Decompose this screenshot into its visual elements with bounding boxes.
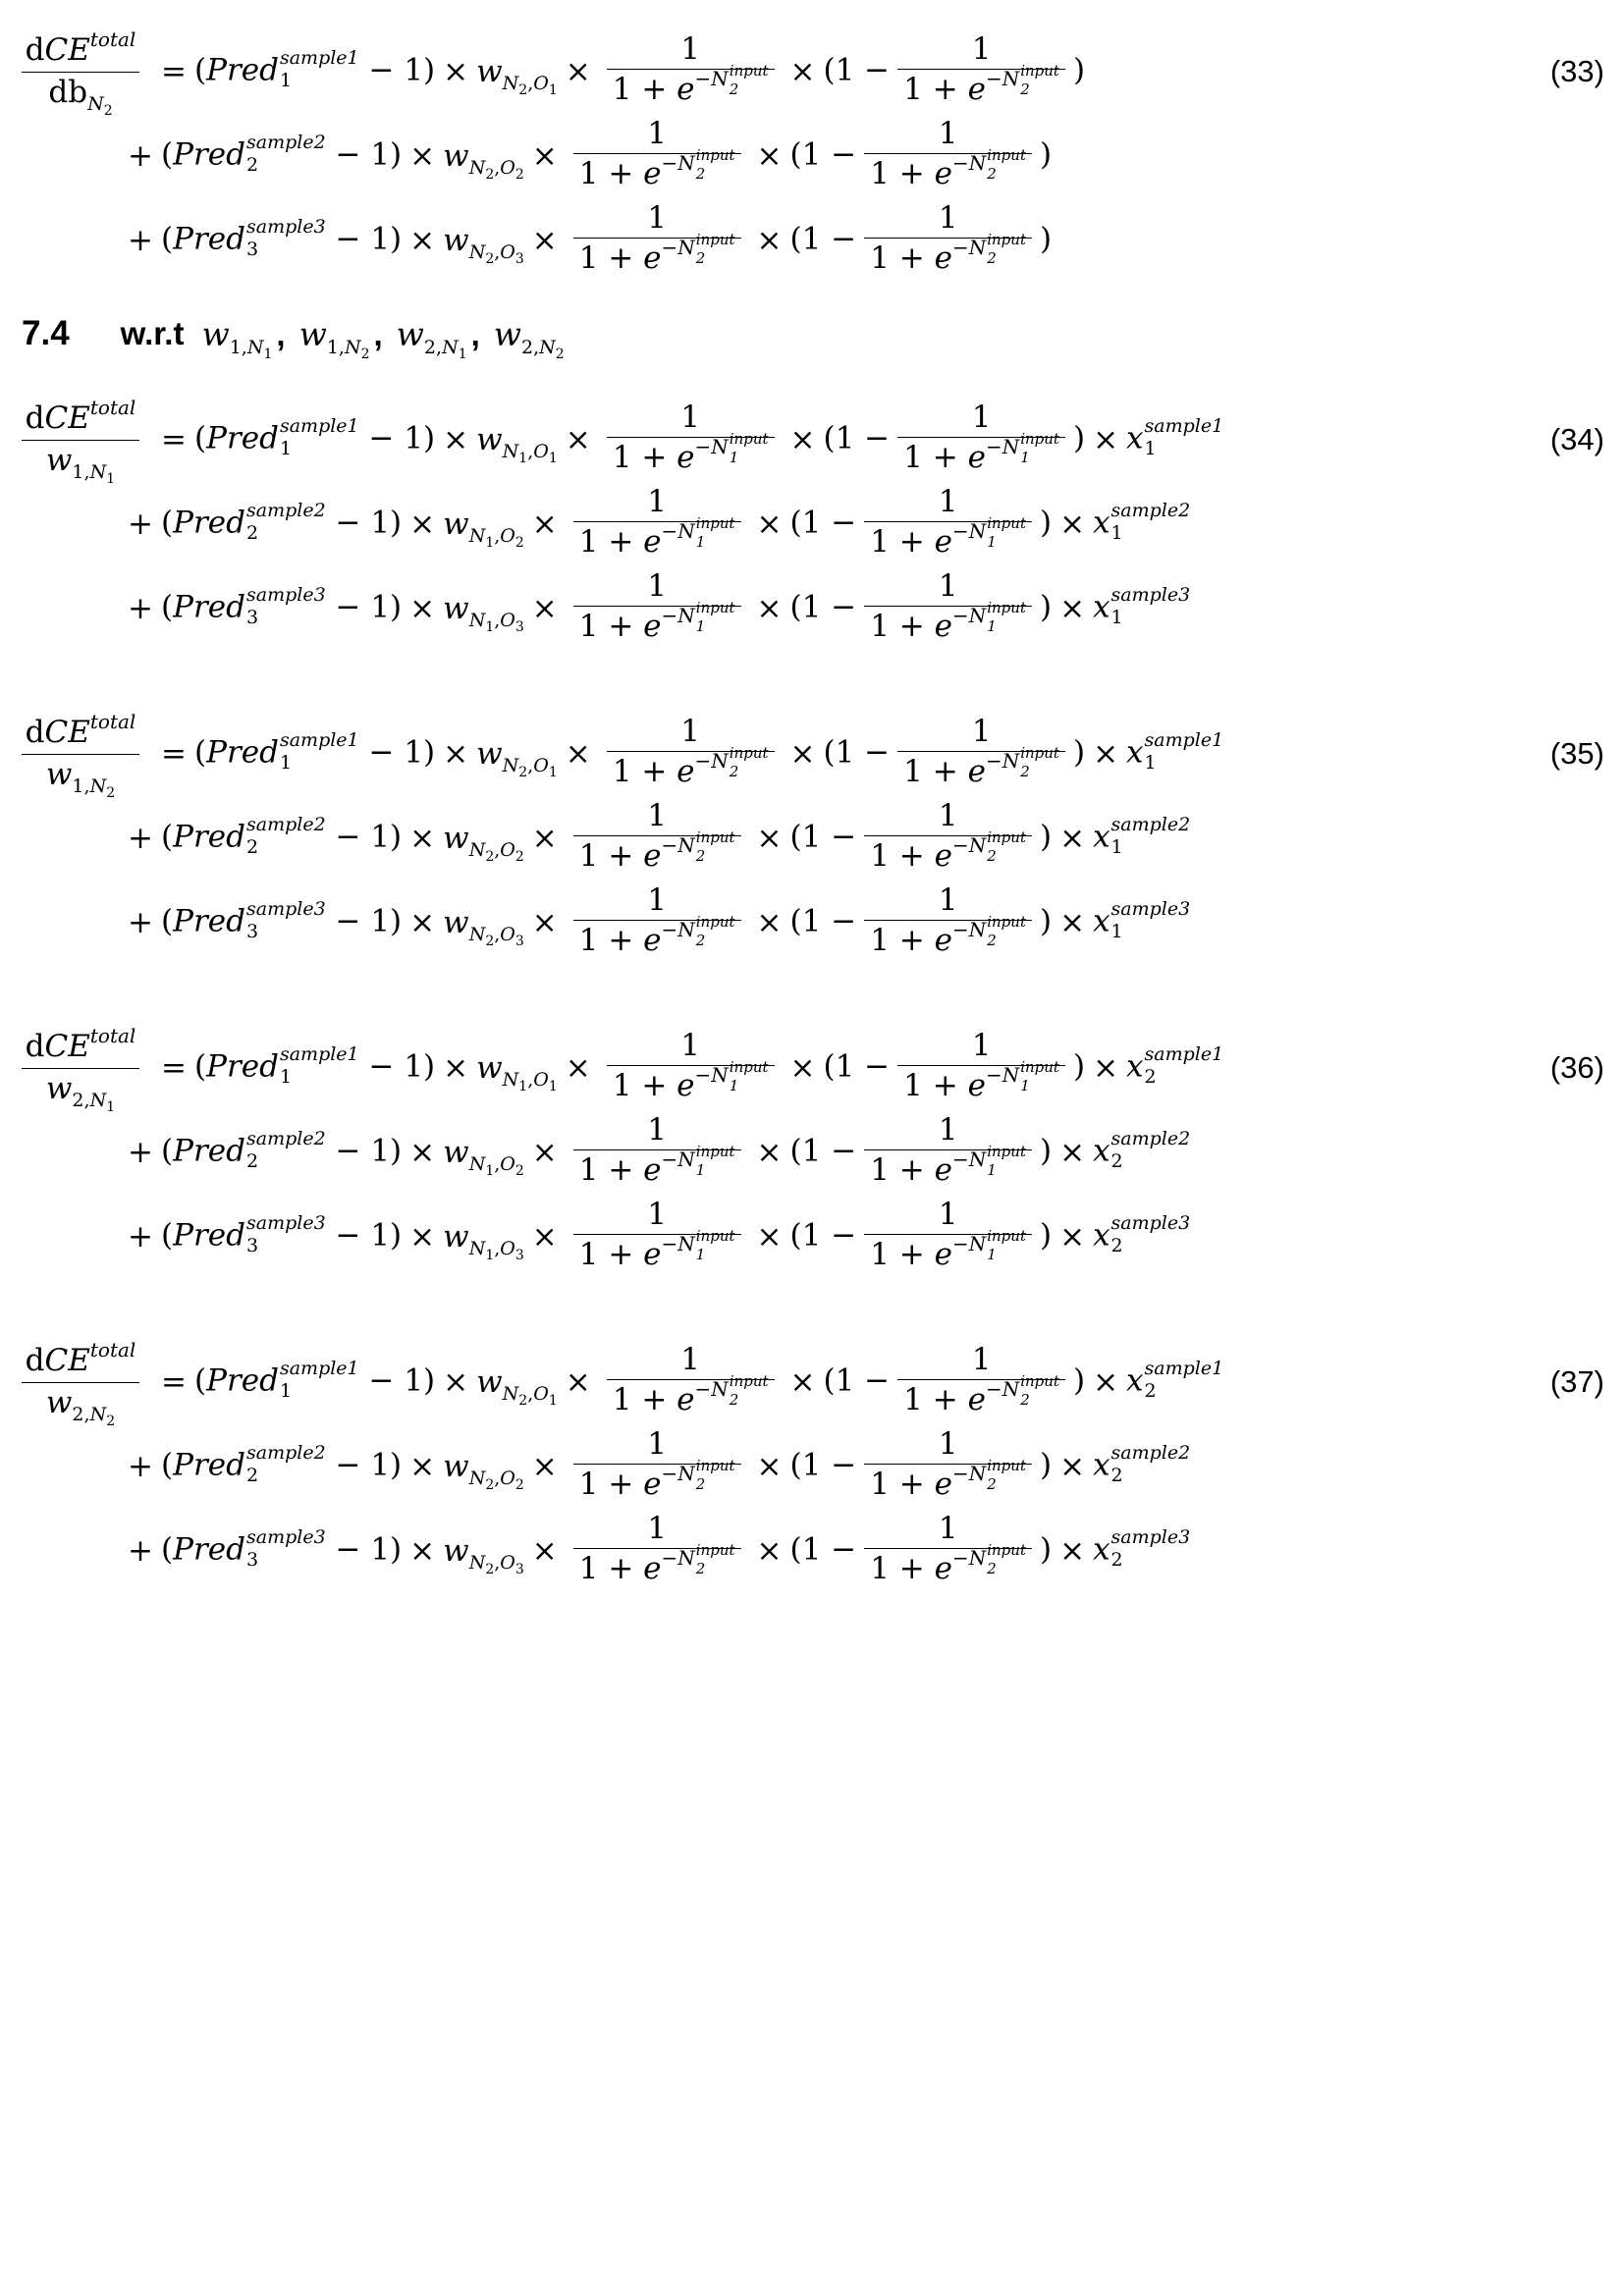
equation-line: $\frac{dCE^{total}}{db_{N_2}}$ = (Pred sample1 1 − 1) × $w_{N_2,O_1}$ × 1 $1 + e^{-N input 2}$ × (1 − 1 $1 + e^{-N input 2}$ ) <box>22 29 1085 114</box>
sigmoid-fraction: 1 $1 + e^{-N input 2}$ <box>573 201 741 280</box>
equation-line: + (Pred sample3 3 − 1) × $w_{N_1,O_3}$ × 1 $1 + e^{-N input 1}$ × (1 − 1 $1 + e^{-N input 1}$ ) × x sample3 2 <box>22 1195 1190 1279</box>
equation-line: + (Pred sample2 2 − 1) × $w_{N_1,O_2}$ × 1 $1 + e^{-N input 1}$ × (1 − 1 $1 + e^{-N input 1}$ ) × x sample2 2 <box>22 1110 1190 1195</box>
lhs-denominator: $w_{2,N_2}$ <box>45 1384 116 1429</box>
pred-term: (Pred sample1 1 − 1) <box>193 415 436 459</box>
pred-term: (Pred sample3 3 − 1) <box>161 1526 403 1571</box>
equation-line: + (Pred sample3 3 − 1) × $w_{N_2,O_3}$ × 1 $1 + e^{-N input 2}$ × (1 − 1 $1 + e^{-N input 2}$ ) × x sample3 2 <box>22 1509 1190 1593</box>
equals-sign: = <box>161 736 187 772</box>
equation-line: + (Pred sample3 3 − 1) × $w_{N_2,O_3}$ × 1 $1 + e^{-N input 2}$ × (1 − 1 $1 + e^{-N input 2}$ ) <box>22 198 1052 283</box>
pred-term: (Pred sample1 1 − 1) <box>193 1358 436 1402</box>
equation-line: $\frac{dCE^{total}}{w_{1,N_2}}$ = (Pred sample1 1 − 1) × $w_{N_2,O_1}$ × 1 $1 + e^{-N input 2}$ × (1 − 1 $1 + e^{-N input 2}$ ) × x sample1 1 <box>22 712 1223 796</box>
lhs-numerator: dCE$^{total}$ <box>25 27 136 68</box>
one-minus-sigmoid: (1 − 1 $1 + e^{-N input 2}$ ) <box>789 200 1053 277</box>
equation-line: + (Pred sample3 3 − 1) × $w_{N_1,O_3}$ × 1 $1 + e^{-N input 1}$ × (1 − 1 $1 + e^{-N input 1}$ ) × x sample3 1 <box>22 566 1190 651</box>
weight-term: $w_{N_1,O_2}$ <box>443 1135 524 1179</box>
weight-term: $w_{N_1,O_3}$ <box>443 1219 524 1263</box>
sigmoid-fraction: 1 $1 + e^{-N input 2}$ <box>607 32 775 111</box>
sigmoid-fraction: 1 $1 + e^{-N input 1}$ <box>573 485 741 563</box>
one-minus-sigmoid: (1 − 1 $1 + e^{-N input 2}$ ) <box>823 31 1086 108</box>
one-minus-sigmoid: (1 − 1 $1 + e^{-N input 2}$ ) <box>789 1511 1053 1587</box>
input-term: x sample1 1 <box>1126 415 1224 459</box>
one-minus-sigmoid: (1 − 1 $1 + e^{-N input 1}$ ) <box>789 568 1053 645</box>
equation-block <box>22 709 1604 967</box>
input-term: x sample2 2 <box>1093 1442 1191 1486</box>
pred-term: (Pred sample1 1 − 1) <box>193 1043 436 1088</box>
plus-sign: + <box>128 1533 153 1569</box>
sigmoid-fraction: 1 $1 + e^{-N input 2}$ <box>573 1512 741 1590</box>
plus-sign: + <box>128 223 153 258</box>
input-term: x sample3 2 <box>1093 1526 1191 1571</box>
lhs-numerator: dCE$^{total}$ <box>25 1337 136 1378</box>
weight-term: $w_{N_2,O_1}$ <box>476 736 558 780</box>
weight-term: $w_{N_2,O_2}$ <box>443 138 524 183</box>
pred-term: (Pred sample3 3 − 1) <box>161 216 403 260</box>
lhs-fraction <box>22 1023 139 1115</box>
equals-sign: = <box>161 1364 187 1400</box>
fraction-bar <box>22 72 139 73</box>
lhs-numerator: dCE$^{total}$ <box>25 395 136 436</box>
pred-term: (Pred sample2 2 − 1) <box>161 1128 403 1172</box>
plus-sign: + <box>128 507 153 542</box>
equation-block <box>22 395 1604 653</box>
one-minus-sigmoid: (1 − 1 $1 + e^{-N input 2}$ ) <box>789 1426 1053 1503</box>
weight-term: $w_{N_2,O_1}$ <box>476 1364 558 1409</box>
one-minus-sigmoid: (1 − 1 $1 + e^{-N input 2}$ ) <box>823 714 1086 790</box>
lhs-fraction <box>22 1337 139 1429</box>
one-minus-sigmoid: (1 − 1 $1 + e^{-N input 2}$ ) <box>789 882 1053 959</box>
pred-term: (Pred sample1 1 − 1) <box>193 729 436 774</box>
pred-term: (Pred sample3 3 − 1) <box>161 898 403 942</box>
equals-sign: = <box>161 422 187 457</box>
pred-term: (Pred sample2 2 − 1) <box>161 500 403 544</box>
equation-line: + (Pred sample3 3 − 1) × $w_{N_2,O_3}$ × 1 $1 + e^{-N input 2}$ × (1 − 1 $1 + e^{-N input 2}$ ) × x sample3 1 <box>22 881 1190 965</box>
pred-term: (Pred sample2 2 − 1) <box>161 132 403 176</box>
one-minus-sigmoid: (1 − 1 $1 + e^{-N input 1}$ ) <box>789 484 1053 561</box>
one-minus-sigmoid: (1 − 1 $1 + e^{-N input 1}$ ) <box>789 1112 1053 1189</box>
fraction-bar <box>22 1068 139 1069</box>
section-variable: $w_{1,N_1}$ <box>201 314 273 362</box>
equation-line: + (Pred sample2 2 − 1) × $w_{N_2,O_2}$ × 1 $1 + e^{-N input 2}$ × (1 − 1 $1 + e^{-N input 2}$ ) <box>22 114 1052 198</box>
plus-sign: + <box>128 1135 153 1170</box>
equation-number: (34) <box>1549 422 1604 456</box>
sigmoid-fraction: 1 $1 + e^{-N input 1}$ <box>573 569 741 648</box>
equation-number: (35) <box>1549 736 1604 771</box>
lhs-fraction <box>22 709 139 801</box>
input-term: x sample2 2 <box>1093 1128 1191 1172</box>
lhs-fraction <box>22 395 139 487</box>
fraction-bar <box>22 440 139 441</box>
input-term: x sample3 1 <box>1093 584 1191 628</box>
plus-sign: + <box>128 591 153 626</box>
sigmoid-fraction: 1 $1 + e^{-N input 1}$ <box>573 1198 741 1276</box>
section-variables: $w_{1,N_1}$, $w_{1,N_2}$, $w_{2,N_1}$, $w_{2,N_2}$ <box>201 314 565 362</box>
input-term: x sample1 2 <box>1126 1358 1224 1402</box>
sigmoid-fraction: 1 $1 + e^{-N input 2}$ <box>573 117 741 195</box>
input-term: x sample3 1 <box>1093 898 1191 942</box>
pred-term: (Pred sample3 3 − 1) <box>161 584 403 628</box>
weight-term: $w_{N_2,O_3}$ <box>443 223 524 267</box>
one-minus-sigmoid: (1 − 1 $1 + e^{-N input 2}$ ) <box>823 1342 1086 1418</box>
weight-term: $w_{N_1,O_2}$ <box>443 507 524 551</box>
sigmoid-fraction: 1 $1 + e^{-N input 1}$ <box>573 1113 741 1192</box>
one-minus-sigmoid: (1 − 1 $1 + e^{-N input 2}$ ) <box>789 798 1053 875</box>
weight-term: $w_{N_1,O_1}$ <box>476 1050 558 1095</box>
lhs-numerator: dCE$^{total}$ <box>25 709 136 750</box>
input-term: x sample1 2 <box>1126 1043 1224 1088</box>
weight-term: $w_{N_2,O_2}$ <box>443 1449 524 1493</box>
one-minus-sigmoid: (1 − 1 $1 + e^{-N input 2}$ ) <box>789 116 1053 192</box>
pred-term: (Pred sample3 3 − 1) <box>161 1212 403 1256</box>
pred-term: (Pred sample2 2 − 1) <box>161 1442 403 1486</box>
input-term: x sample3 2 <box>1093 1212 1191 1256</box>
sigmoid-fraction: 1 $1 + e^{-N input 1}$ <box>607 1029 775 1107</box>
equation-block <box>22 1337 1604 1595</box>
equation-number: (33) <box>1549 54 1604 88</box>
lhs-fraction <box>22 27 139 119</box>
weight-term: $w_{N_1,O_3}$ <box>443 591 524 635</box>
sigmoid-fraction: 1 $1 + e^{-N input 2}$ <box>573 1427 741 1506</box>
equation-line: + (Pred sample2 2 − 1) × $w_{N_2,O_2}$ × 1 $1 + e^{-N input 2}$ × (1 − 1 $1 + e^{-N input 2}$ ) × x sample2 1 <box>22 796 1190 881</box>
equation-line: $\frac{dCE^{total}}{w_{2,N_1}}$ = (Pred sample1 1 − 1) × $w_{N_1,O_1}$ × 1 $1 + e^{-N input 1}$ × (1 − 1 $1 + e^{-N input 1}$ ) × x sample1 2 <box>22 1026 1223 1110</box>
lhs-numerator: dCE$^{total}$ <box>25 1023 136 1064</box>
weight-term: $w_{N_2,O_2}$ <box>443 821 524 865</box>
plus-sign: + <box>128 1449 153 1484</box>
input-term: x sample2 1 <box>1093 500 1191 544</box>
one-minus-sigmoid: (1 − 1 $1 + e^{-N input 1}$ ) <box>823 1028 1086 1104</box>
equation-line: + (Pred sample2 2 − 1) × $w_{N_2,O_2}$ × 1 $1 + e^{-N input 2}$ × (1 − 1 $1 + e^{-N input 2}$ ) × x sample2 2 <box>22 1424 1190 1509</box>
sigmoid-fraction: 1 $1 + e^{-N input 2}$ <box>607 1343 775 1421</box>
plus-sign: + <box>128 138 153 174</box>
section-number: 7.4 <box>22 314 70 352</box>
weight-term: $w_{N_2,O_1}$ <box>476 54 558 98</box>
fraction-bar <box>22 1382 139 1383</box>
equation-block <box>22 29 1604 285</box>
weight-term: $w_{N_2,O_3}$ <box>443 1533 524 1577</box>
lhs-denominator: $w_{1,N_1}$ <box>45 442 116 487</box>
section-variable: $w_{2,N_1}$ <box>396 314 467 362</box>
fraction-bar <box>22 754 139 755</box>
lhs-denominator: $db_{N_2}$ <box>48 74 113 119</box>
one-minus-sigmoid: (1 − 1 $1 + e^{-N input 1}$ ) <box>823 400 1086 476</box>
weight-term: $w_{N_1,O_1}$ <box>476 422 558 466</box>
section-variable: $w_{2,N_2}$ <box>493 314 565 362</box>
equation-number: (37) <box>1549 1364 1604 1399</box>
plus-sign: + <box>128 821 153 856</box>
plus-sign: + <box>128 1219 153 1255</box>
equation-line: $\frac{dCE^{total}}{w_{1,N_1}}$ = (Pred sample1 1 − 1) × $w_{N_1,O_1}$ × 1 $1 + e^{-N input 1}$ × (1 − 1 $1 + e^{-N input 1}$ ) × x sample1 1 <box>22 398 1223 482</box>
sigmoid-fraction: 1 $1 + e^{-N input 2}$ <box>573 799 741 878</box>
equation-block <box>22 1023 1604 1281</box>
pred-term: (Pred sample2 2 − 1) <box>161 814 403 858</box>
pred-term: (Pred sample1 1 − 1) <box>193 47 436 91</box>
section-title: w.r.t <box>120 315 185 351</box>
sigmoid-fraction: 1 $1 + e^{-N input 1}$ <box>607 400 775 479</box>
equation-number: (36) <box>1549 1050 1604 1085</box>
equation-line: $\frac{dCE^{total}}{w_{2,N_2}}$ = (Pred sample1 1 − 1) × $w_{N_2,O_1}$ × 1 $1 + e^{-N input 2}$ × (1 − 1 $1 + e^{-N input 2}$ ) × x sample1 2 <box>22 1340 1223 1424</box>
lhs-denominator: $w_{1,N_2}$ <box>45 756 116 801</box>
section-variable: $w_{1,N_2}$ <box>298 314 370 362</box>
one-minus-sigmoid: (1 − 1 $1 + e^{-N input 1}$ ) <box>789 1197 1053 1273</box>
sigmoid-fraction: 1 $1 + e^{-N input 2}$ <box>573 883 741 962</box>
weight-term: $w_{N_2,O_3}$ <box>443 905 524 949</box>
section-heading <box>22 306 568 361</box>
lhs-denominator: $w_{2,N_1}$ <box>45 1070 116 1115</box>
sigmoid-fraction: 1 $1 + e^{-N input 2}$ <box>607 715 775 793</box>
equals-sign: = <box>161 54 187 89</box>
input-term: x sample1 1 <box>1126 729 1224 774</box>
equation-line: + (Pred sample2 2 − 1) × $w_{N_1,O_2}$ × 1 $1 + e^{-N input 1}$ × (1 − 1 $1 + e^{-N input 1}$ ) × x sample2 1 <box>22 482 1190 566</box>
plus-sign: + <box>128 905 153 940</box>
input-term: x sample2 1 <box>1093 814 1191 858</box>
equals-sign: = <box>161 1050 187 1086</box>
